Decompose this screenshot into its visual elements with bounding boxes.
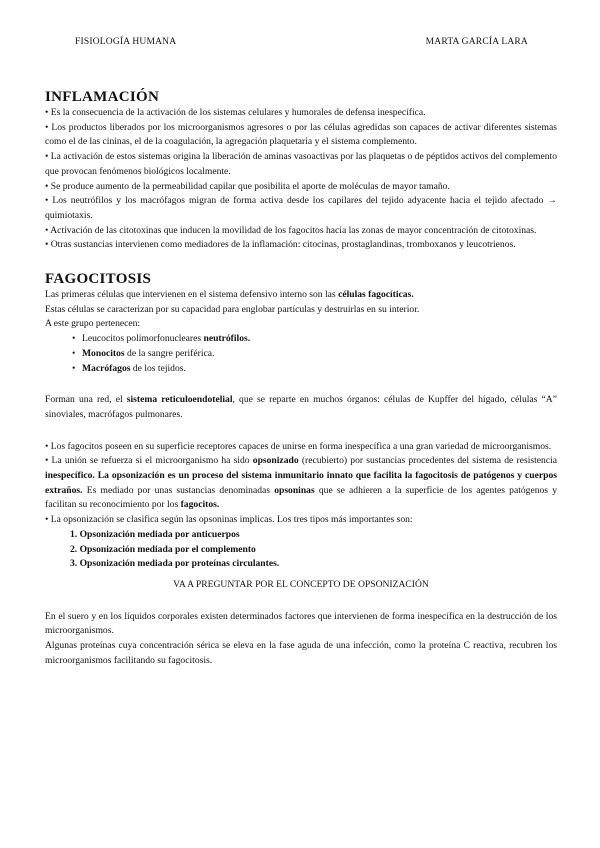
header-subject: FISIOLOGÍA HUMANA [75,37,177,47]
inflamacion-bullet: • La activación de estos sistemas origina la liberación de aminas vasoactivas por las plaquetas o de péptidos activos del complemento que provocan fenómenos biológicos localmente. [45,151,557,177]
fagocitosis-line: Estas células se caracterizan por su capacidad para englobar partículas y destruirlas en su interior. [45,303,420,315]
inflamacion-bullet: • Los neutrófilos y los macrófagos migran de forma activa desde los capilares del tejido adyacente hacia el tejido afectado → quimiotaxis. [45,195,557,221]
section-title-fagocitosis: FAGOCITOSIS [45,271,152,288]
fagocitosis-line: A este grupo pertenecen: [45,318,141,330]
receptores-paragraph: • Los fagocitos poseen en su superficie receptores capaces de unirse en forma inespecífica a una gran variedad de microorganismos. [45,440,552,452]
fagocitosis-intro: Las primeras células que intervienen en el sistema defensivo interno son las células fagocíticas. [45,289,414,301]
document-body [45,88,557,669]
proteinas-paragraph: Algunas proteínas cuya concentración sérica se eleva en la fase aguda de una infección, como la proteína C reactiva, recubren los microorganismos facilitando su fagocitosis. [45,640,557,666]
opsonizacion-paragraph: • La unión se refuerza si el microorganismo ha sido opsonizado (recubierto) por sustancias procedentes del sistema de resistencia inespecífico. La opsonización es un proceso del sistema inmunitario innato que facilita la fagocitosis de patógenos y cuerpos extraños. Es mediado por unas sustancias denominadas opsoninas que se adhieren a la superficie de los agentes patógenos y facilitan su reconocimiento por los fagocitos. [45,455,557,511]
list-item: 1. Opsonización mediada por anticuerpos [70,528,240,540]
list-item: • Leucocitos polimorfonucleares neutrófilos. [72,332,557,347]
reticuloendotelial-paragraph: Forman una red, el sistema reticuloendotelial, que se reparte en muchos órganos: células de Kupffer del hígado, células “A” sinoviales, macrófagos pulmonares. [45,394,557,420]
inflamacion-bullet: • Los productos liberados por los microorganismos agresores o por las células agredidas son capaces de activar diferentes sistemas como el de las cininas, el de la coagulación, la agregación plaquetaria y el sistema complemento. [45,121,557,148]
list-item: • Monocitos de la sangre periférica. [72,347,557,362]
list-item: 3. Opsonización mediada por proteínas circulantes. [70,558,280,570]
list-item: • Macrófagos de los tejidos. [72,362,557,377]
suero-paragraph: En el suero y en los líquidos corporales existen determinados factores que intervienen de forma inespecífica en la destrucción de los microorganismos. [45,610,557,637]
inflamacion-bullet: • Se produce aumento de la permeabilidad capilar que posibilita el aporte de moléculas de mayor tamaño. [45,180,450,192]
clasificacion-paragraph: • La opsonización se clasifica según las opsoninas implicas. Los tres tipos más importantes son: [45,514,413,526]
inflamacion-bullet: • Es la consecuencia de la activación de los sistemas celulares y humorales de defensa inespecífica. [45,107,426,118]
inflamacion-bullet: • Activación de las citotoxinas que inducen la movilidad de los fagocitos hacia las zonas de mayor concentración de citotoxinas. [45,224,537,236]
cell-groups-list [45,332,557,376]
section-title-inflamacion: INFLAMACIÓN [45,89,160,105]
exam-note: VA A PREGUNTAR POR EL CONCEPTO DE OPSONIZACIÓN [173,578,429,590]
opsonizacion-types-list [45,528,557,572]
list-item: 2. Opsonización mediada por el complemento [70,543,256,555]
inflamacion-bullet: • Otras sustancias intervienen como mediadores de la inflamación: citocinas, prostaglandinas, tromboxanos y leucotrienos. [45,239,516,251]
header-author: MARTA GARCÍA LARA [425,37,528,47]
